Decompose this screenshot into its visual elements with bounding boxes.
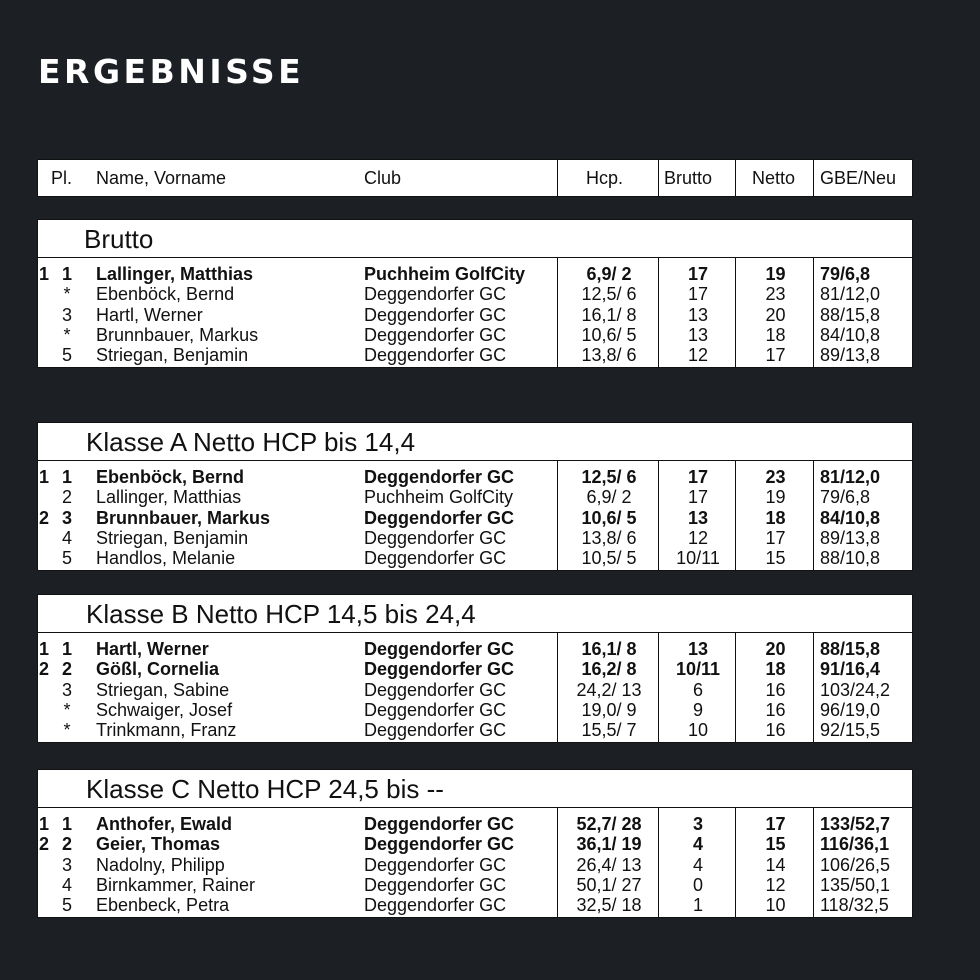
gbe-cell: 88/10,8 [820,548,881,569]
section-title-bar [37,594,913,633]
rank-cell: 1 [39,264,50,284]
gbe-cell: 91/16,4 [820,659,881,680]
hcp-cell: 6,9/ 2 [586,264,632,284]
hcp-cell: 16,2/ 8 [581,659,637,680]
hcp-cell: 10,6/ 5 [581,507,637,528]
club-cell: Puchheim GolfCity [364,487,514,508]
position-cell: 1 [61,264,72,284]
name-cell: Striegan, Sabine [96,679,230,700]
netto-cell: 15 [765,548,786,569]
table-row [38,487,912,507]
netto-cell: 16 [765,699,786,720]
section-title: Klasse C Netto HCP 24,5 bis -- [86,774,444,804]
gbe-cell: 79/6,8 [820,264,871,284]
section-table [37,632,913,743]
name-cell: Lallinger, Matthias [96,487,242,508]
gbe-cell: 89/13,8 [820,527,881,548]
gbe-cell: 84/10,8 [820,507,881,528]
name-cell: Anthofer, Ewald [96,814,233,834]
position-cell: 4 [61,874,72,895]
hcp-cell: 16,1/ 8 [581,304,637,325]
table-row [38,508,912,528]
hcp-cell: 50,1/ 27 [576,874,642,895]
page-title: ERGEBNISSE [38,52,305,91]
brutto-cell: 10/11 [676,548,720,569]
club-cell: Deggendorfer GC [364,834,515,855]
netto-cell: 18 [765,659,786,680]
hcp-cell: 10,6/ 5 [581,324,637,345]
name-cell: Brunnbauer, Markus [96,507,271,528]
section-title-bar [37,219,913,258]
name-cell: Geier, Thomas [96,834,221,855]
hcp-cell: 13,8/ 6 [581,345,637,366]
club-cell: Deggendorfer GC [364,720,507,741]
club-cell: Deggendorfer GC [364,639,515,659]
table-row [38,875,912,895]
gbe-cell: 88/15,8 [820,639,881,659]
netto-cell: 14 [765,854,786,875]
brutto-cell: 12 [687,345,709,366]
gbe-cell: 88/15,8 [820,304,881,325]
name-cell: Ebenböck, Bernd [96,467,245,487]
club-cell: Deggendorfer GC [364,895,507,916]
table-row [38,284,912,304]
gbe-cell: 118/32,5 [820,895,889,916]
club-cell: Deggendorfer GC [364,345,507,366]
club-cell: Deggendorfer GC [364,507,515,528]
brutto-cell: 0 [692,874,703,895]
brutto-cell: 17 [687,487,709,508]
club-cell: Deggendorfer GC [364,284,507,305]
club-cell: Deggendorfer GC [364,854,507,875]
position-cell: 5 [61,548,72,569]
rank-cell: 2 [39,834,50,855]
club-cell: Deggendorfer GC [364,659,515,680]
netto-cell: 18 [765,507,786,528]
netto-cell: 23 [765,284,786,305]
name-cell: Gößl, Cornelia [96,659,220,680]
divider [658,160,659,196]
brutto-cell: 3 [692,814,703,834]
rank-cell: 2 [39,659,50,680]
section-table [37,257,913,368]
netto-cell: 19 [765,264,786,284]
section-table [37,460,913,571]
gbe-cell: 89/13,8 [820,345,881,366]
gbe-cell: 103/24,2 [820,679,891,700]
name-cell: Handlos, Melanie [96,548,236,569]
club-cell: Puchheim GolfCity [364,264,526,284]
netto-cell: 20 [765,639,786,659]
position-cell: 1 [61,814,72,834]
club-cell: Deggendorfer GC [364,814,515,834]
position-cell: 1 [61,639,72,659]
netto-cell: 15 [765,834,786,855]
hcp-cell: 32,5/ 18 [576,895,642,916]
position-cell: 5 [61,345,72,366]
table-row [38,548,912,568]
gbe-cell: 84/10,8 [820,324,881,345]
column-header [37,159,913,197]
table-row [38,264,912,284]
brutto-cell: 9 [692,699,703,720]
position-cell: 2 [61,834,72,855]
name-cell: Ebenbeck, Petra [96,895,230,916]
netto-cell: 16 [765,720,786,741]
table-row [38,720,912,740]
divider [557,160,558,196]
col-pl: Pl. [51,168,73,188]
rank-cell: 1 [39,814,50,834]
name-cell: Striegan, Benjamin [96,345,249,366]
position-cell: * [63,324,71,345]
brutto-cell: 4 [692,834,703,855]
name-cell: Schwaiger, Josef [96,699,233,720]
table-row [38,528,912,548]
brutto-cell: 12 [687,527,709,548]
hcp-cell: 10,5/ 5 [581,548,637,569]
table-row [38,895,912,915]
hcp-cell: 16,1/ 8 [581,639,637,659]
section-title-bar [37,422,913,461]
rank-cell: 2 [39,507,50,528]
brutto-cell: 13 [687,324,709,345]
position-cell: 3 [61,679,72,700]
netto-cell: 19 [765,487,786,508]
brutto-cell: 6 [692,679,703,700]
name-cell: Ebenböck, Bernd [96,284,235,305]
position-cell: 2 [61,487,72,508]
gbe-cell: 116/36,1 [820,834,890,855]
hcp-cell: 24,2/ 13 [576,679,642,700]
brutto-cell: 1 [692,895,703,916]
table-row [38,639,912,659]
table-row [38,700,912,720]
name-cell: Striegan, Benjamin [96,527,249,548]
netto-cell: 20 [765,304,786,325]
hcp-cell: 13,8/ 6 [581,527,637,548]
table-row [38,345,912,365]
rank-cell: 1 [39,639,50,659]
name-cell: Lallinger, Matthias [96,264,254,284]
gbe-cell: 96/19,0 [820,699,881,720]
col-gbe: GBE/Neu [820,168,897,188]
table-row [38,659,912,679]
gbe-cell: 81/12,0 [820,284,881,305]
club-cell: Deggendorfer GC [364,467,515,487]
position-cell: * [63,699,71,720]
brutto-cell: 10/11 [675,659,721,680]
position-cell: 3 [61,507,72,528]
table-row [38,855,912,875]
table-row [38,834,912,854]
col-netto: Netto [752,168,796,188]
brutto-cell: 17 [687,264,709,284]
hcp-cell: 52,7/ 28 [576,814,642,834]
gbe-cell: 79/6,8 [820,487,871,508]
name-cell: Hartl, Werner [96,304,203,325]
name-cell: Hartl, Werner [96,639,209,659]
club-cell: Deggendorfer GC [364,874,507,895]
hcp-cell: 15,5/ 7 [581,720,637,741]
col-name: Name, Vorname [96,168,227,188]
hcp-cell: 36,1/ 19 [576,834,642,855]
divider [813,160,814,196]
netto-cell: 10 [765,895,786,916]
brutto-cell: 13 [687,304,709,325]
section-table [37,807,913,918]
club-cell: Deggendorfer GC [364,304,507,325]
gbe-cell: 92/15,5 [820,720,881,741]
table-row [38,467,912,487]
section-title-bar [37,769,913,808]
position-cell: 3 [61,854,72,875]
col-hcp: Hcp. [586,168,624,188]
hcp-cell: 19,0/ 9 [581,699,637,720]
gbe-cell: 133/52,7 [820,814,891,834]
hcp-cell: 12,5/ 6 [581,284,637,305]
table-row [38,814,912,834]
position-cell: 3 [61,304,72,325]
netto-cell: 16 [765,679,786,700]
brutto-cell: 10 [687,720,709,741]
position-cell: * [63,284,71,305]
club-cell: Deggendorfer GC [364,699,507,720]
hcp-cell: 6,9/ 2 [586,487,632,508]
name-cell: Birnkammer, Rainer [96,874,256,895]
name-cell: Nadolny, Philipp [96,854,225,875]
table-row [38,325,912,345]
hcp-cell: 12,5/ 6 [581,467,637,487]
netto-cell: 18 [765,324,786,345]
divider [735,160,736,196]
netto-cell: 17 [765,814,786,834]
gbe-cell: 135/50,1 [820,874,891,895]
netto-cell: 12 [765,874,786,895]
brutto-cell: 17 [687,467,709,487]
brutto-cell: 13 [687,507,709,528]
name-cell: Trinkmann, Franz [96,720,237,741]
name-cell: Brunnbauer, Markus [96,324,259,345]
club-cell: Deggendorfer GC [364,324,507,345]
position-cell: 2 [61,659,72,680]
col-brutto: Brutto [664,168,713,188]
club-cell: Deggendorfer GC [364,527,507,548]
brutto-cell: 13 [687,639,709,659]
club-cell: Deggendorfer GC [364,548,507,569]
col-club: Club [364,168,402,188]
netto-cell: 17 [765,527,786,548]
position-cell: 1 [61,467,72,487]
rank-cell: 1 [39,467,50,487]
section-title: Klasse A Netto HCP bis 14,4 [86,427,416,457]
brutto-cell: 4 [692,854,703,875]
netto-cell: 23 [765,467,786,487]
section-title: Brutto [84,224,154,254]
position-cell: 4 [61,527,72,548]
netto-cell: 17 [765,345,786,366]
club-cell: Deggendorfer GC [364,679,507,700]
table-row [38,680,912,700]
gbe-cell: 106/26,5 [820,854,891,875]
brutto-cell: 17 [687,284,709,305]
position-cell: 5 [61,895,72,916]
table-row [38,305,912,325]
gbe-cell: 81/12,0 [820,467,881,487]
section-title: Klasse B Netto HCP 14,5 bis 24,4 [86,599,476,629]
hcp-cell: 26,4/ 13 [576,854,642,875]
position-cell: * [63,720,71,741]
